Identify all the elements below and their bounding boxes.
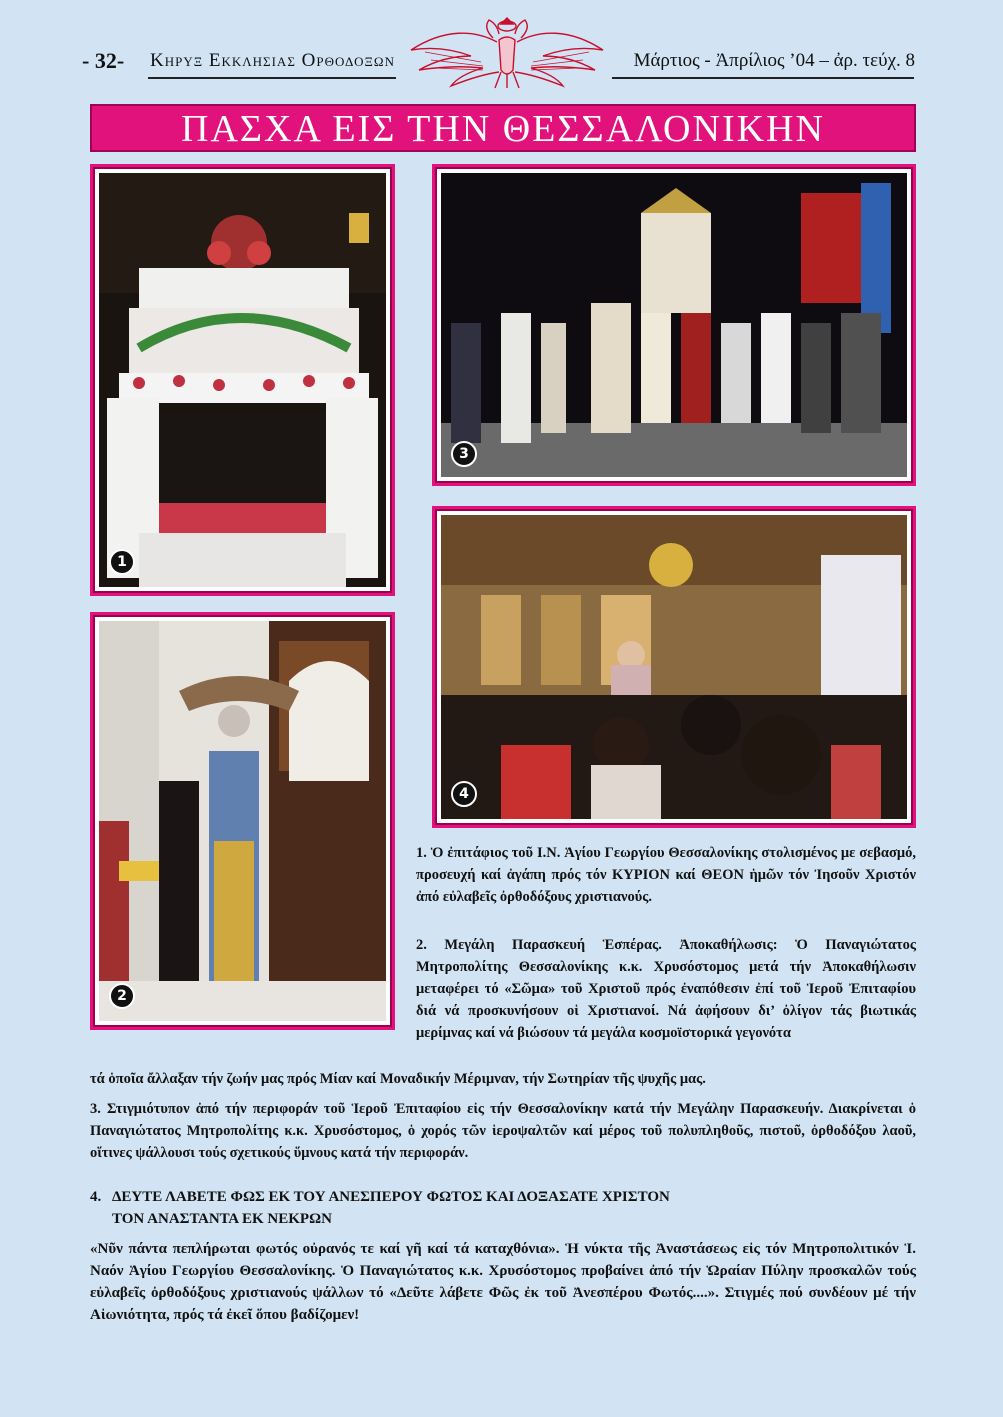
photo-3-frame [432, 164, 916, 486]
journal-title: Κηρυξ Εκκλησιας Ορθοδοξων [150, 50, 395, 71]
photo-2-frame [90, 612, 395, 1030]
double-headed-eagle-icon [405, 10, 610, 92]
photo-1-epitaphios [95, 169, 390, 591]
page-number: - 32- [82, 48, 125, 73]
caption-4-number: 4. [90, 1189, 102, 1205]
page-header [0, 0, 1003, 90]
header-rule-right [612, 77, 914, 79]
caption-4-body: «Νῦν πάντα πεπλήρωται φωτός οὐρανός τε καί γῆ καί τά καταχθόνια». Ἡ νύκτα τῆς Ἀναστάσεως εἰς τόν Μητροπολιτικόν Ἱ. Ναόν Ἁγίου Γεωργίου Θεσσαλονίκης. Ὁ Παναγιώτατος κ.κ. Χρυσόστομος προβαίνει ἀπό τήν Ὡραίαν Πύλην προσκαλῶν τούς εὐλαβεῖς ὀρθοδόξους χριστιανούς ψάλλων τό «Δεῦτε λάβετε Φῶς ἐκ τοῦ Ἀνεσπέρου Φωτός....». Στιγμές πού συνδέουν μέ τήν Αἰωνιότητα, πρός τά ἐκεῖ ὅπου βαδίζομεν! [90, 1241, 916, 1323]
photo-1-number: 1 [109, 549, 135, 575]
header-rule-left [148, 77, 396, 79]
caption-3: 3. Στιγμιότυπον ἀπό τήν περιφοράν τοῦ Ἱεροῦ Ἐπιταφίου εἰς τήν Θεσσαλονίκην κατά τήν Μεγάλην Παρασκευήν. Διακρίνεται ὁ Παναγιώτατος Μητροπολίτης κ.κ. Χρυσόστομος, ὁ χορός τῶν ἱεροψαλτῶν καί μέρος τοῦ πολυπληθοῦς, πιστοῦ, ὀρθοδόξου λαοῦ, οἵτινες ψάλλουσι τούς σχετικούς ὕμνους κατά τήν περιφοράν. [90, 1101, 916, 1161]
caption-4-heading [90, 1186, 916, 1230]
caption-4-line2: ΤΟΝ ΑΝΑΣΤΑΝΤΑ ΕΚ ΝΕΚΡΩΝ [112, 1211, 332, 1227]
photo-2-apokathilosis [95, 617, 390, 1025]
photo-4-number: 4 [451, 781, 477, 807]
photo-2-number: 2 [109, 983, 135, 1009]
photo-3-number: 3 [451, 441, 477, 467]
article-title: ΠΑΣΧΑ ΕΙΣ ΤΗΝ ΘΕΣΣΑΛΟΝΙΚΗΝ [90, 104, 916, 152]
issue-info: Μάρτιος - Ἀπρίλιος ’04 – ἀρ. τεύχ. 8 [633, 50, 915, 71]
photo-4-resurrection [437, 511, 911, 823]
caption-4-line1: ΔΕΥΤΕ ΛΑΒΕΤΕ ΦΩΣ ΕΚ ΤΟΥ ΑΝΕΣΠΕΡΟΥ ΦΩΤΟΣ ΚΑΙ ΔΟΞΑΣΑΤΕ ΧΡΙΣΤΟΝ [112, 1189, 670, 1205]
photo-1-frame [90, 164, 395, 596]
caption-1: 1. Ὁ ἐπιτάφιος τοῦ Ι.Ν. Ἁγίου Γεωργίου Θεσσαλονίκης στολισμένος με σεβασμό, προσευχή καί ἀγάπη πρός τόν ΚΥΡΙΟΝ καί ΘΕΟΝ ἡμῶν τόν Ἰησοῦν Χριστόν ἀπό εὐλαβεῖς ὀρθοδόξους χριστιανούς. [416, 845, 916, 905]
photo-3-procession [437, 169, 911, 481]
photo-4-frame [432, 506, 916, 828]
caption-2: 2. Μεγάλη Παρασκευή Ἑσπέρας. Ἀποκαθήλωσις: Ὁ Παναγιώτατος Μητροπολίτης Θεσσαλονίκης κ.κ. Χρυσόστομος μετά τήν Ἀποκαθήλωσιν μεταφέρει τό «Σῶμα» τοῦ Χριστοῦ πρός ἐναπόθεσιν ἐπί τοῦ Ἱεροῦ Ἐπιταφίου διά νά προσκυνήσουν οἱ Χριστιανοί. Νά ἀφήσουν δι’ ὀλίγον τάς βιωτικάς μερίμνας καί νά βιώσουν τά μεγάλα κοσμοϊστορικά γεγονότα [416, 937, 916, 1041]
caption-2-continued: τά ὁποῖα ἄλλαξαν τήν ζωήν μας πρός Μίαν καί Μοναδικήν Μέριμναν, τήν Σωτηρίαν τῆς ψυχῆς μας. [90, 1071, 706, 1087]
